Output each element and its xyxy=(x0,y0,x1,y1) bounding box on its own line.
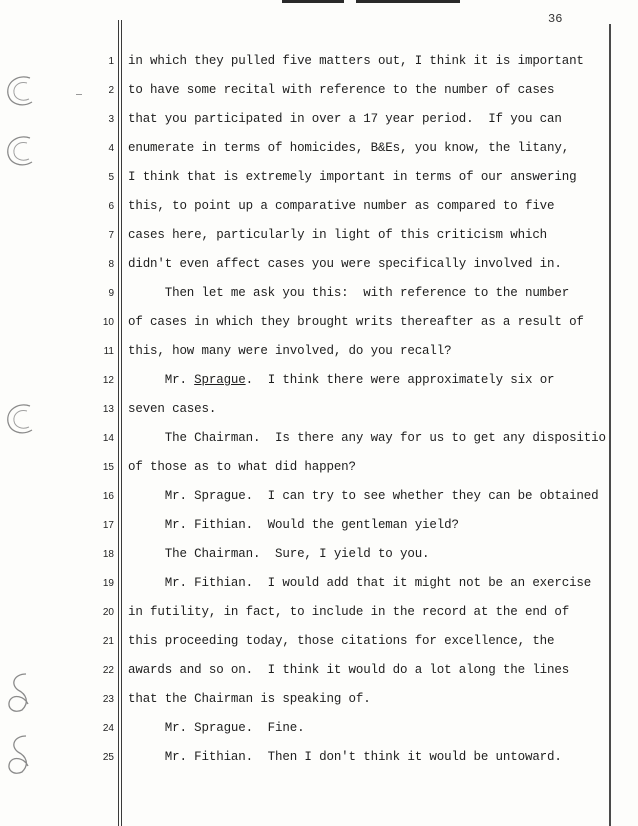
line-text: of those as to what did happen? xyxy=(128,460,356,474)
line-text: of cases in which they brought writs thereafter as a result of xyxy=(128,315,584,329)
transcript-line xyxy=(128,743,638,772)
line-text: The Chairman. Sure, I yield to you. xyxy=(128,547,430,561)
line-number: 18 xyxy=(102,549,114,560)
line-number: 24 xyxy=(102,723,114,734)
transcript-line xyxy=(128,685,638,714)
line-number: 17 xyxy=(102,520,114,531)
line-text: Mr. Fithian. Then I don't think it would be untoward. xyxy=(128,750,562,764)
c-mark-icon xyxy=(0,72,40,112)
line-number: 5 xyxy=(108,172,114,183)
transcript-line xyxy=(128,511,638,540)
transcript-line xyxy=(128,395,638,424)
left-margin-rule xyxy=(121,20,122,826)
line-number: 1 xyxy=(108,56,114,67)
left-margin-rule xyxy=(118,20,119,826)
line-text: didn't even affect cases you were specifically involved in. xyxy=(128,257,562,271)
line-number: 22 xyxy=(102,665,114,676)
line-text: Mr. Fithian. I would add that it might not be an exercise xyxy=(128,576,592,590)
line-number: 20 xyxy=(102,607,114,618)
transcript-line xyxy=(128,453,638,482)
line-text: seven cases. xyxy=(128,402,217,416)
line-number: 9 xyxy=(108,288,114,299)
line-number: 21 xyxy=(102,636,114,647)
c-mark-icon xyxy=(0,400,40,440)
line-text: this, to point up a comparative number as compared to five xyxy=(128,199,555,213)
transcript-line xyxy=(128,366,638,395)
g-mark-icon xyxy=(0,670,40,716)
transcript-text xyxy=(128,47,638,772)
line-number: 4 xyxy=(108,143,114,154)
line-text: Mr. Fithian. Would the gentleman yield? xyxy=(128,518,459,532)
transcript-line xyxy=(128,627,638,656)
transcript-line xyxy=(128,134,638,163)
g-mark-icon xyxy=(0,732,40,778)
line-number: 14 xyxy=(102,433,114,444)
line-number: 19 xyxy=(102,578,114,589)
line-number: 10 xyxy=(102,317,114,328)
transcript-line xyxy=(128,337,638,366)
line-text: Mr. Sprague. Fine. xyxy=(128,721,305,735)
line-text: this proceeding today, those citations for excellence, the xyxy=(128,634,555,648)
transcript-line xyxy=(128,424,638,453)
line-text: in which they pulled five matters out, I think it is important xyxy=(128,54,584,68)
transcript-line xyxy=(128,105,638,134)
line-text: I think that is extremely important in terms of our answering xyxy=(128,170,577,184)
line-text: enumerate in terms of homicides, B&Es, you know, the litany, xyxy=(128,141,570,155)
line-number: 12 xyxy=(102,375,114,386)
transcript-line xyxy=(128,714,638,743)
line-text: that the Chairman is speaking of. xyxy=(128,692,371,706)
line-text: that you participated in over a 17 year period. If you can xyxy=(128,112,562,126)
line-text: Mr. xyxy=(128,373,195,387)
transcript-line xyxy=(128,221,638,250)
line-number: 8 xyxy=(108,259,114,270)
transcript-line xyxy=(128,192,638,221)
line-text: The Chairman. Is there any way for us to get any dispositio xyxy=(128,431,606,445)
transcript-line xyxy=(128,250,638,279)
page-number: 36 xyxy=(548,12,563,26)
transcript-line xyxy=(128,308,638,337)
line-text: to have some recital with reference to the number of cases xyxy=(128,83,555,97)
line-number: 2 xyxy=(108,85,114,96)
line-number: 11 xyxy=(103,346,114,357)
underlined-name: Sprague xyxy=(194,373,246,387)
line-number-column xyxy=(92,47,114,772)
transcript-line xyxy=(128,656,638,685)
c-mark-icon xyxy=(0,132,40,172)
transcript-line xyxy=(128,163,638,192)
margin-dash xyxy=(76,94,82,95)
line-text: awards and so on. I think it would do a lot along the lines xyxy=(128,663,570,677)
line-number: 3 xyxy=(108,114,114,125)
line-text: this, how many were involved, do you recall? xyxy=(128,344,452,358)
line-number: 13 xyxy=(102,404,114,415)
transcript-line xyxy=(128,482,638,511)
line-number: 16 xyxy=(102,491,114,502)
transcript-line xyxy=(128,540,638,569)
transcript-line xyxy=(128,76,638,105)
line-text: in futility, in fact, to include in the record at the end of xyxy=(128,605,570,619)
line-number: 15 xyxy=(102,462,114,473)
transcript-line xyxy=(128,569,638,598)
line-number: 7 xyxy=(108,230,114,241)
line-number: 23 xyxy=(102,694,114,705)
line-text: Then let me ask you this: with reference to the number xyxy=(128,286,570,300)
line-text: Mr. Sprague. I can try to see whether they can be obtained xyxy=(128,489,599,503)
line-number: 6 xyxy=(108,201,114,212)
transcript-line xyxy=(128,279,638,308)
top-rule xyxy=(282,0,344,3)
top-rule xyxy=(356,0,460,3)
line-number: 25 xyxy=(102,752,114,763)
line-text: . I think there were approximately six or xyxy=(245,373,555,387)
line-text: cases here, particularly in light of this criticism which xyxy=(128,228,548,242)
transcript-line xyxy=(128,598,638,627)
transcript-line xyxy=(128,47,638,76)
